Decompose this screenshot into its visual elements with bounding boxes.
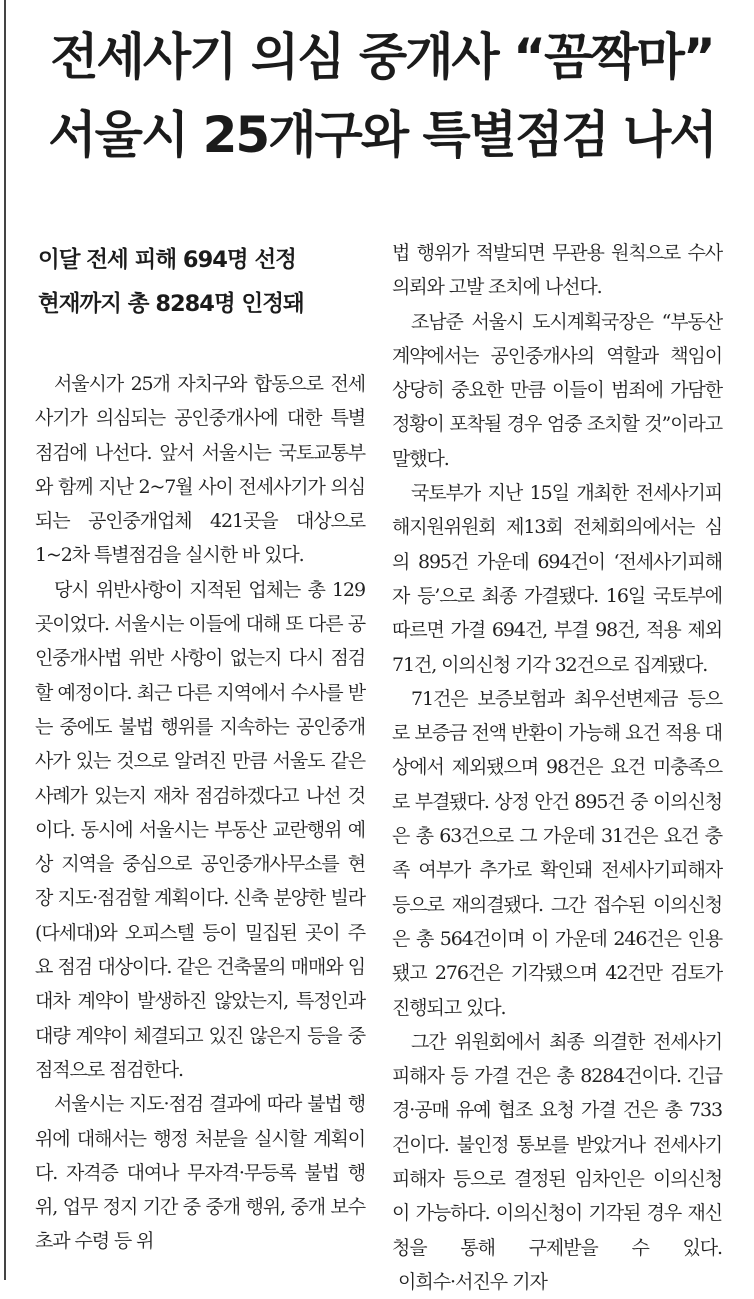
body-paragraph-final — [392, 1025, 722, 1299]
byline: 이희수·서진우 기자 — [398, 1270, 547, 1293]
headline-line-2: 서울시 25개구와 특별점검 나서 — [48, 106, 716, 164]
article-headline — [22, 18, 742, 174]
subheadline-line-2: 현재까지 총 8284명 인정돼 — [38, 291, 304, 317]
final-paragraph-text: 그간 위원회에서 최종 의결한 전세사기피해자 등 가결 건은 총 8284건이다. 긴급 경·공매 유예 협조 요청 가결 건은 총 733건이다. 불인정 통보를 받았거나 전세사기피해자 등으로 결정된 임차인은 이의신청이 가능하다. 이의신청이 기각된 경우 재신청을 통해 구제받을 수 있다. — [392, 1030, 722, 1259]
article-body-left-column — [35, 367, 365, 1259]
body-paragraph: 서울시는 지도·점검 결과에 따라 불법 행위에 대해서는 행정 처분을 실시할 계획이다. 자격증 대여나 무자격·무등록 불법 행위, 업무 정지 기간 중 중개 행위, 중개 보수 초과 수령 등 위 — [35, 1093, 365, 1253]
article-subheadline — [38, 238, 368, 326]
subheadline-line-1: 이달 전세 피해 694명 선정 — [38, 247, 296, 273]
headline-line-1: 전세사기 의심 중개사 “꼼짝마” — [50, 28, 714, 86]
body-paragraph-continued: 법 행위가 적발되면 무관용 원칙으로 수사 의뢰와 고발 조치에 나선다. — [392, 242, 722, 299]
body-paragraph: 서울시가 25개 자치구와 합동으로 전세사기가 의심되는 공인중개사에 대한 특별 점검에 나선다. 앞서 서울시는 국토교통부와 함께 지난 2~7월 사이 전세사기가 의심되는 공인중개업체 421곳을 대상으로 1~2차 특별점검을 실시한 바 있다. — [35, 373, 365, 567]
body-paragraph: 당시 위반사항이 지적된 업체는 총 129곳이었다. 서울시는 이들에 대해 또 다른 공인중개사법 위반 사항이 없는지 다시 점검할 예정이다. 최근 다른 지역에서 수사를 받는 중에도 불법 행위를 지속하는 공인중개사가 있는 것으로 알려진 만큼 서울도 같은 사례가 있는지 재차 점검하겠다고 나선 것이다. 동시에 서울시는 부동산 교란행위 예상 지역을 중심으로 공인중개사무소를 현장 지도·점검할 계획이다. 신축 분양한 빌라(다세대)와 오피스텔 등이 밀집된 곳이 주요 점검 대상이다. 같은 건축물의 매매와 임대차 계약이 발생하진 않았는지, 특정인과 대량 계약이 체결되고 있진 않은지 등을 중점적으로 점검한다. — [35, 578, 365, 1081]
body-paragraph: 71건은 보증보험과 최우선변제금 등으로 보증금 전액 반환이 가능해 요건 적용 대상에서 제외됐으며 98건은 요건 미충족으로 부결됐다. 상정 안건 895건 중 이의신청은 총 63건으로 그 가운데 31건은 요건 충족 여부가 추가로 확인돼 전세사기피해자 등으로 재의결됐다. 그간 접수된 이의신청은 총 564건이며 이 가운데 246건은 인용됐고 276건은 기각됐으며 42건만 검토가 진행되고 있다. — [392, 687, 722, 1019]
page-edge-line — [4, 0, 6, 1280]
body-paragraph: 조남준 서울시 도시계획국장은 “부동산 계약에서는 공인중개사의 역할과 책임이 상당히 중요한 만큼 이들이 범죄에 가담한 정황이 포착될 경우 엄중 조치할 것”이라고 말했다. — [392, 310, 722, 470]
body-paragraph: 국토부가 지난 15일 개최한 전세사기피해지원위원회 제13회 전체회의에서는 심의 895건 가운데 694건이 ‘전세사기피해자 등’으로 최종 가결됐다. 16일 국토부에 따르면 가결 694건, 부결 98건, 적용 제외 71건, 이의신청 기각 32건으로 집계됐다. — [392, 482, 722, 676]
article-body-right-column — [392, 236, 722, 1299]
